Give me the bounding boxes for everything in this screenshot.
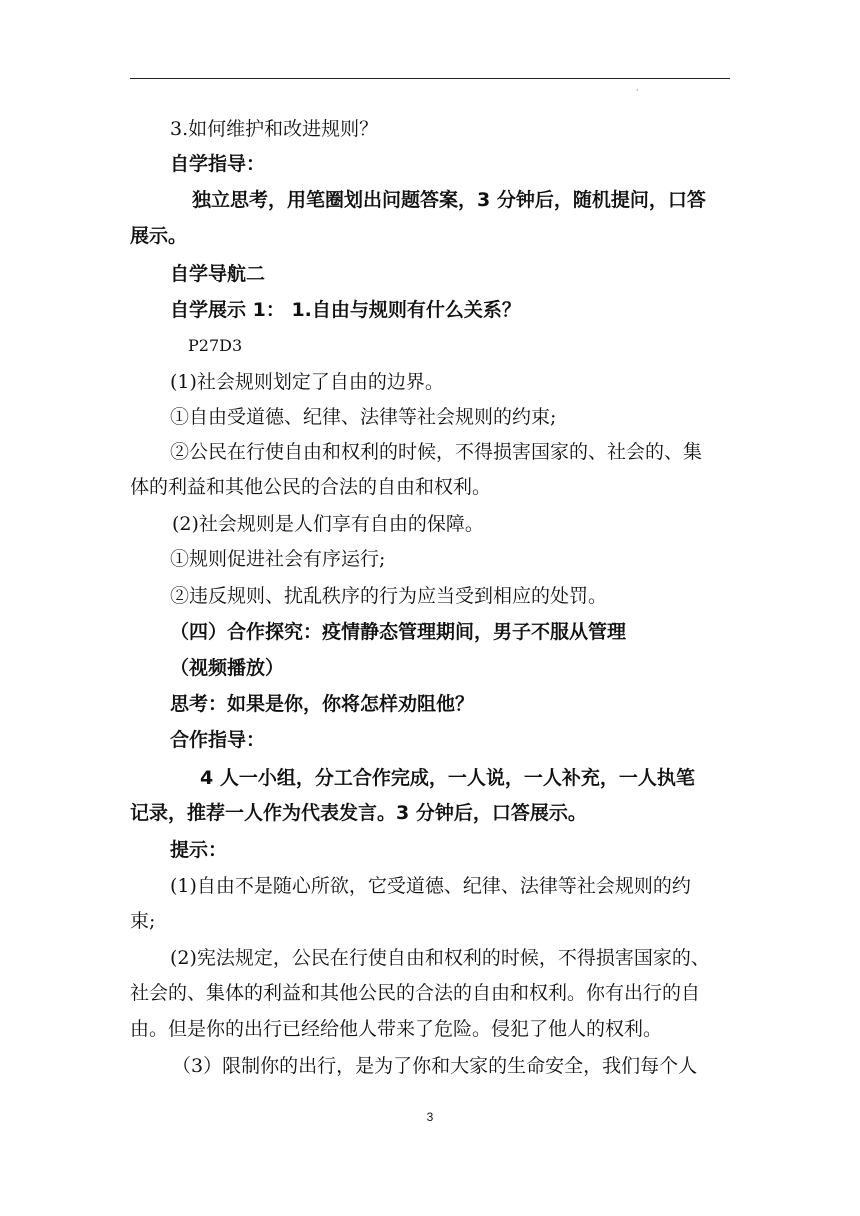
header-mark: ·: [636, 86, 639, 95]
point-1: (1)社会规则划定了自由的边界。: [170, 371, 444, 393]
question-3: 3.如何维护和改进规则？: [170, 118, 379, 140]
hint-1: (1)自由不是随心所欲，它受道德、纪律、法律等社会规则的约: [170, 875, 691, 897]
cooperation-text-2: 记录，推荐一人作为代表发言。3 分钟后，口答展示。: [130, 802, 587, 824]
point-2-a: ①规则促进社会有序运行;: [170, 548, 386, 570]
point-1-b-cont: 体的利益和其他公民的合法的自由和权利。: [130, 476, 492, 498]
self-study-guide-heading: 自学指导：: [170, 153, 266, 175]
guide-text-1: 独立思考，用笔圈划出问题答案，3 分钟后，随机提问，口答: [192, 189, 706, 211]
think-question: 思考：如果是你，你将怎样劝阻他？: [170, 693, 475, 715]
hint-heading: 提示：: [170, 839, 228, 861]
navigation-two-heading: 自学导航二: [170, 263, 266, 285]
hint-1-cont: 束;: [130, 910, 156, 932]
hint-2-cont-2: 由。但是你的出行已经给他人带来了危险。侵犯了他人的权利。: [130, 1018, 663, 1040]
cooperative-inquiry-heading: （四）合作探究：疫情静态管理期间，男子不服从管理: [170, 621, 627, 643]
page-number: 3: [426, 1110, 434, 1124]
point-2-b: ②违反规则、扰乱秩序的行为应当受到相应的处罚。: [170, 585, 608, 607]
page-reference: P27D3: [188, 336, 243, 355]
point-1-a: ①自由受道德、纪律、法律等社会规则的约束;: [170, 406, 557, 428]
guide-text-2: 展示。: [130, 225, 188, 247]
hint-2-cont-1: 社会的、集体的利益和其他公民的合法的自由和权利。你有出行的自: [130, 982, 701, 1004]
cooperation-text-1: 4 人一小组，分工合作完成，一人说，一人补充，一人执笔: [200, 767, 695, 789]
point-2: (2)社会规则是人们享有自由的保障。: [172, 513, 484, 535]
video-play-note: （视频播放）: [170, 657, 285, 679]
self-display-heading: 自学展示 1： 1.自由与规则有什么关系？: [170, 299, 521, 321]
point-1-b: ②公民在行使自由和权利的时候，不得损害国家的、社会的、集: [170, 441, 703, 463]
hint-3: （3）限制你的出行，是为了你和大家的生命安全，我们每个人: [172, 1055, 698, 1077]
cooperation-guide-heading: 合作指导：: [170, 729, 266, 751]
hint-2: (2)宪法规定，公民在行使自由和权利的时候，不得损害国家的、: [170, 947, 710, 969]
header-rule: [130, 78, 730, 79]
